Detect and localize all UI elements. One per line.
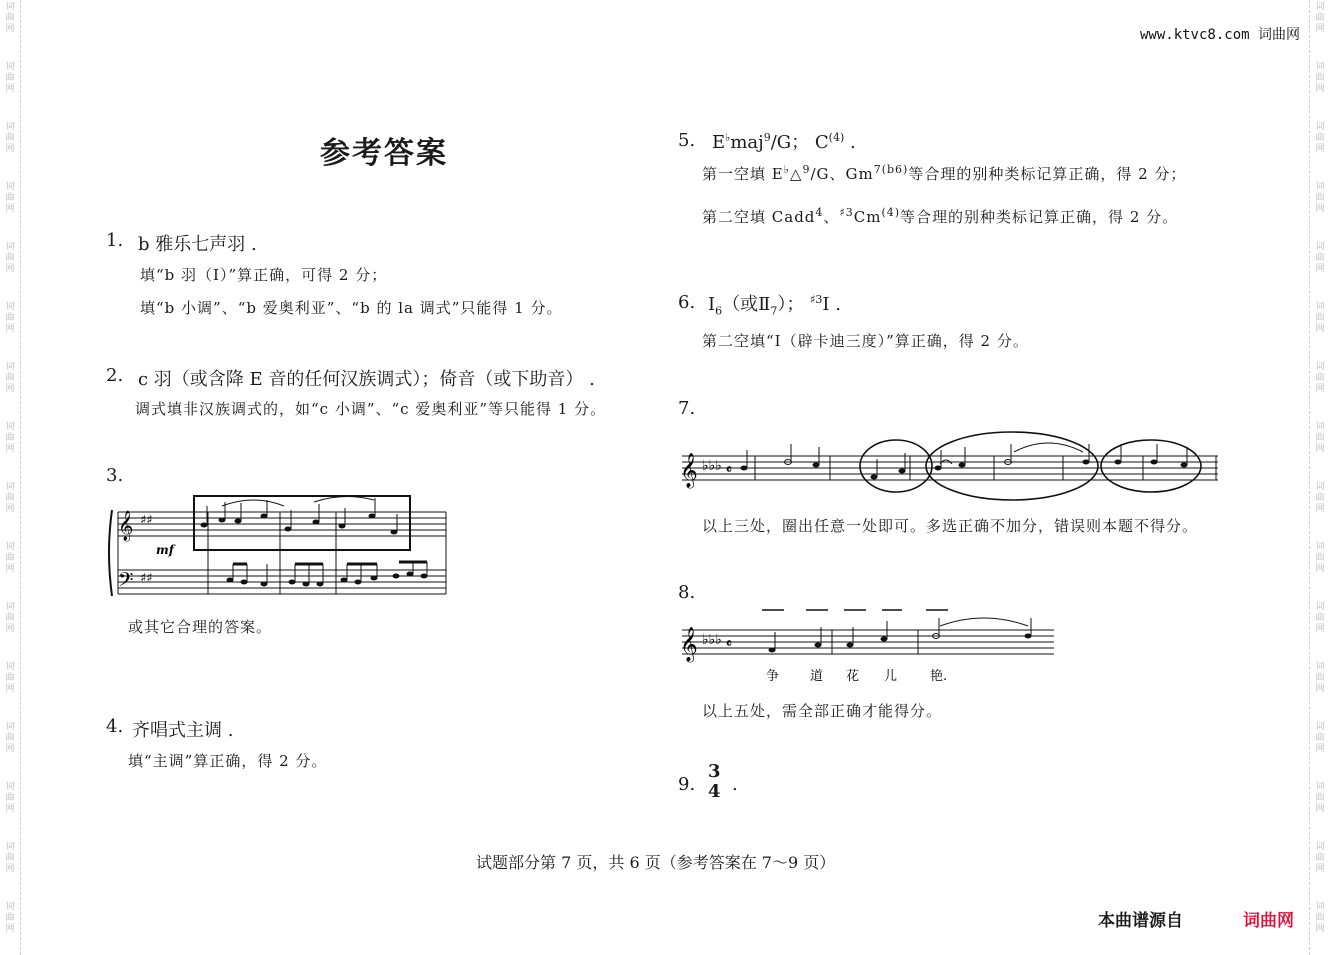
svg-text:♭♭♭: ♭♭♭ — [702, 632, 722, 648]
question-3-number: 3. — [106, 465, 124, 486]
watermark-text: 词 曲 网 — [5, 842, 15, 874]
question-5-answer: E♭maj$^9$/G； $C^{(4)}$ . — [712, 131, 856, 153]
question-1-number: 1. — [106, 230, 124, 251]
question-1-note-2: 填“b 小调”、“b 爱奥利亚”、“b 的 la 调式”只能得 1 分。 — [140, 299, 563, 317]
svg-text:𝄴: 𝄴 — [726, 637, 732, 652]
source-site-link[interactable]: 词曲网 — [1243, 911, 1294, 931]
question-6-answer: $Ⅰ_6$（或$Ⅱ_7$）； $^{♯3}$Ⅰ . — [708, 293, 841, 318]
question-6-number: 6. — [678, 292, 696, 313]
right-watermark-strip — [1309, 0, 1330, 955]
lyric-1: 争 — [766, 669, 780, 684]
time-signature-bottom: 4 — [708, 781, 721, 802]
watermark-text: 词 曲 网 — [5, 302, 15, 334]
time-signature-top: 3 — [708, 761, 721, 782]
watermark-text: 词 曲 网 — [5, 662, 15, 694]
watermark-text: 词 曲 网 — [5, 122, 15, 154]
svg-text:𝄞: 𝄞 — [680, 453, 698, 488]
left-watermark-strip — [0, 0, 21, 955]
watermark-text: 词 曲 网 — [5, 242, 15, 274]
watermark-text: 词 曲 网 — [5, 542, 15, 574]
question-1-answer: b 雅乐七声羽 . — [138, 234, 257, 255]
lyric-5: 艳. — [930, 669, 948, 684]
watermark-text: 词 曲 网 — [1315, 782, 1325, 814]
question-1-note-1: 填“b 羽（Ⅰ）”算正确，可得 2 分； — [140, 266, 388, 284]
source-label: 本曲谱源自 — [1098, 911, 1183, 931]
question-4-number: 4. — [106, 716, 124, 737]
watermark-text: 词 曲 网 — [5, 782, 15, 814]
question-8-note-1: 以上五处，需全部正确才能得分。 — [702, 702, 943, 720]
watermark-text: 词 曲 网 — [1315, 242, 1325, 274]
watermark-text: 词 曲 网 — [1315, 422, 1325, 454]
watermark-text: 词 曲 网 — [5, 482, 15, 514]
page-footer: 试题部分第 7 页，共 6 页（参考答案在 7～9 页） — [476, 853, 836, 872]
watermark-text: 词 曲 网 — [1315, 542, 1325, 574]
watermark-text: 词 曲 网 — [5, 722, 15, 754]
svg-text:𝄴: 𝄴 — [726, 463, 732, 478]
watermark-text: 词 曲 网 — [1315, 362, 1325, 394]
question-4-answer: 齐唱式主调 . — [132, 720, 234, 741]
watermark-text: 词 曲 网 — [1315, 602, 1325, 634]
svg-text:♯♯: ♯♯ — [140, 571, 153, 586]
lyric-3: 花 — [846, 669, 860, 684]
lyric-4: 儿 — [884, 669, 898, 684]
question-9-end: . — [732, 774, 738, 795]
answer-circle-2 — [926, 432, 1098, 500]
watermark-text: 词 曲 网 — [1315, 482, 1325, 514]
question-2-note-1: 调式填非汉族调式的，如“c 小调”、“c 爱奥利亚”等只能得 1 分。 — [135, 400, 607, 418]
watermark-text: 词 曲 网 — [5, 182, 15, 214]
question-7-score — [678, 430, 1223, 504]
dynamic-marking: mf — [156, 543, 174, 557]
site-url[interactable]: www.ktvc8.com 词曲网 — [1139, 27, 1300, 43]
watermark-text: 词 曲 网 — [1315, 842, 1325, 874]
question-2-number: 2. — [106, 365, 124, 386]
question-4-note-1: 填“主调”算正确，得 2 分。 — [128, 752, 328, 770]
watermark-text: 词 曲 网 — [1315, 722, 1325, 754]
question-8-number: 8. — [678, 582, 696, 603]
watermark-text: 词 曲 网 — [5, 62, 15, 94]
svg-text:♯♯: ♯♯ — [140, 513, 153, 528]
watermark-text: 词 曲 网 — [1315, 62, 1325, 94]
answer-circle-1 — [860, 440, 932, 492]
question-5-note-2: 第二空填 Cadd$^4$、$^{♯3}$Cm$^{(4)}$等合理的别种类标记算正确，得 2 分。 — [702, 206, 1179, 226]
question-9-number: 9. — [678, 774, 696, 795]
watermark-text: 词 曲 网 — [1315, 662, 1325, 694]
svg-text:♭♭♭: ♭♭♭ — [702, 458, 722, 474]
watermark-text: 词 曲 网 — [5, 602, 15, 634]
question-6-note-1: 第二空填“Ⅰ（辟卡迪三度）”算正确，得 2 分。 — [702, 332, 1029, 350]
svg-text:𝄞: 𝄞 — [118, 511, 134, 541]
question-7-number: 7. — [678, 398, 696, 419]
page-title: 参考答案 — [320, 136, 448, 171]
question-5-note-1: 第一空填 E♭△$^9$/G、$Gm^{7(b6)}$等合理的别种类标记算正确，得 2 分； — [702, 163, 1187, 183]
question-7-note-1: 以上三处，圈出任意一处即可。多选正确不加分，错误则本题不得分。 — [702, 517, 1199, 535]
watermark-text: 词 曲 网 — [1315, 302, 1325, 334]
question-2-answer: c 羽（或含降 E 音的任何汉族调式）；倚音（或下助音） . — [138, 369, 595, 390]
lyric-2: 道 — [810, 669, 824, 684]
watermark-text: 词 曲 网 — [1315, 182, 1325, 214]
watermark-text: 词 曲 网 — [5, 422, 15, 454]
watermark-text: 词 曲 网 — [5, 2, 15, 34]
watermark-text: 词 曲 网 — [5, 362, 15, 394]
watermark-text: 词 曲 网 — [5, 902, 15, 934]
watermark-text: 词 曲 网 — [1315, 122, 1325, 154]
svg-text:𝄢: 𝄢 — [118, 568, 134, 596]
time-signature — [708, 762, 721, 802]
question-5-number: 5. — [678, 130, 696, 151]
watermark-text: 词 曲 网 — [1315, 2, 1325, 34]
watermark-text: 词 曲 网 — [1315, 902, 1325, 934]
svg-text:𝄞: 𝄞 — [680, 627, 698, 662]
question-3-note-1: 或其它合理的答案。 — [128, 618, 273, 636]
question-8-score — [678, 606, 1058, 690]
question-3-piano-score — [104, 492, 450, 604]
